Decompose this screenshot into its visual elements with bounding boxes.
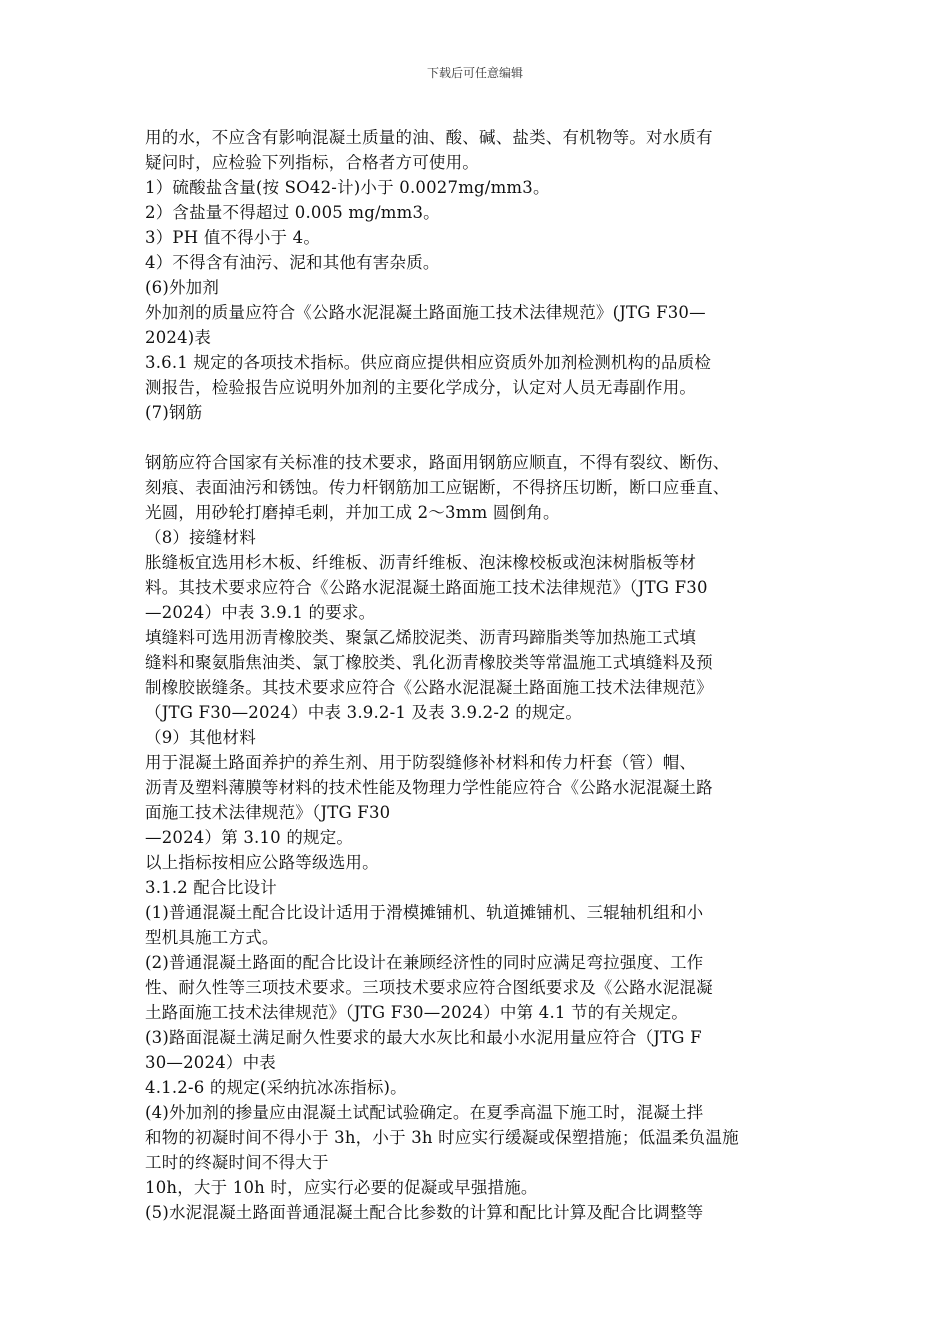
text-line: 缝料和聚氨脂焦油类、氯丁橡胶类、乳化沥青橡胶类等常温施工式填缝料及预 — [145, 653, 713, 672]
text-line: 性、耐久性等三项技术要求。三项技术要求应符合图纸要求及《公路水泥混凝 — [145, 978, 713, 997]
text-line: 1）硫酸盐含量(按 SO42-计)小于 0.0027mg/mm3。 — [145, 178, 550, 197]
text-line: 工时的终凝时间不得大于 — [145, 1153, 329, 1172]
text-line: 胀缝板宜选用杉木板、纤维板、沥青纤维板、泡沫橡校板或泡沫树脂板等材 — [145, 553, 697, 572]
text-line: (2)普通混凝土路面的配合比设计在兼顾经济性的同时应满足弯拉强度、工作 — [145, 953, 704, 972]
text-line: 用于混凝土路面养护的养生剂、用于防裂缝修补材料和传力杆套（管）帽、 — [145, 753, 697, 772]
section-heading: （9）其他材料 — [145, 728, 256, 747]
text-line: 面施工技术法律规范》（JTG F30 — [145, 803, 391, 822]
text-line: 钢筋应符合国家有关标准的技术要求，路面用钢筋应顺直，不得有裂纹、断伤、 — [145, 453, 730, 472]
section-heading: (7)钢筋 — [145, 403, 203, 422]
text-line: —2024）中表 3.9.1 的要求。 — [145, 603, 376, 622]
page-header: 下载后可任意编辑 — [426, 66, 523, 80]
text-line: 光圆，用砂轮打磨掉毛刺，并加工成 2～3mm 圆倒角。 — [145, 503, 560, 522]
text-line: (1)普通混凝土配合比设计适用于滑模摊铺机、轨道摊铺机、三辊轴机组和小 — [145, 903, 704, 922]
text-line: (4)外加剂的掺量应由混凝土试配试验确定。在夏季高温下施工时，混凝土拌 — [145, 1103, 704, 1122]
text-line: 和物的初凝时间不得小于 3h，小于 3h 时应实行缓凝或保塑措施；低温柔负温施 — [145, 1128, 739, 1147]
text-line: 型机具施工方式。 — [145, 928, 279, 947]
text-line: 2）含盐量不得超过 0.005 mg/mm3。 — [145, 203, 440, 222]
text-line: 用的水，不应含有影响混凝土质量的油、酸、碱、盐类、有机物等。对水质有 — [145, 128, 713, 147]
text-line: 制橡胶嵌缝条。其技术要求应符合《公路水泥混凝土路面施工技术法律规范》 — [145, 678, 713, 697]
text-line: 沥青及塑料薄膜等材料的技术性能及物理力学性能应符合《公路水泥混凝土路 — [145, 778, 713, 797]
text-line: 刻痕、表面油污和锈蚀。传力杆钢筋加工应锯断，不得挤压切断，断口应垂直、 — [145, 478, 730, 497]
text-line: 土路面施工技术法律规范》（JTG F30—2024）中第 4.1 节的有关规定。 — [145, 1003, 688, 1022]
text-line: 3）PH 值不得小于 4。 — [145, 228, 321, 247]
text-line: (5)水泥混凝土路面普通混凝土配合比参数的计算和配比计算及配合比调整等 — [145, 1203, 704, 1222]
section-heading: （8）接缝材料 — [145, 528, 256, 547]
section-heading: 3.1.2 配合比设计 — [145, 878, 277, 897]
text-line: 4.1.2-6 的规定(采纳抗冰冻指标)。 — [145, 1078, 407, 1097]
text-line: 测报告，检验报告应说明外加剂的主要化学成分，认定对人员无毒副作用。 — [145, 378, 697, 397]
section-heading: (6)外加剂 — [145, 278, 220, 297]
text-line: (3)路面混凝土满足耐久性要求的最大水灰比和最小水泥用量应符合（JTG F — [145, 1028, 702, 1047]
text-line: —2024）第 3.10 的规定。 — [145, 828, 354, 847]
text-line: 料。其技术要求应符合《公路水泥混凝土路面施工技术法律规范》（JTG F30 — [145, 578, 708, 597]
text-line: 填缝料可选用沥青橡胶类、聚氯乙烯胶泥类、沥青玛蹄脂类等加热施工式填 — [145, 628, 697, 647]
text-line: 疑问时，应检验下列指标，合格者方可使用。 — [145, 153, 479, 172]
text-line: 4）不得含有油污、泥和其他有害杂质。 — [145, 253, 440, 272]
text-line: 2024)表 — [145, 328, 212, 347]
text-line: 30—2024）中表 — [145, 1053, 276, 1072]
text-line: 10h，大于 10h 时，应实行必要的促凝或早强措施。 — [145, 1178, 538, 1197]
text-line: 外加剂的质量应符合《公路水泥混凝土路面施工技术法律规范》(JTG F30— — [145, 303, 706, 322]
text-line: 3.6.1 规定的各项技术指标。供应商应提供相应资质外加剂检测机构的品质检 — [145, 353, 712, 372]
text-line: 以上指标按相应公路等级选用。 — [145, 853, 379, 872]
text-line: （JTG F30—2024）中表 3.9.2-1 及表 3.9.2-2 的规定。 — [145, 703, 583, 722]
